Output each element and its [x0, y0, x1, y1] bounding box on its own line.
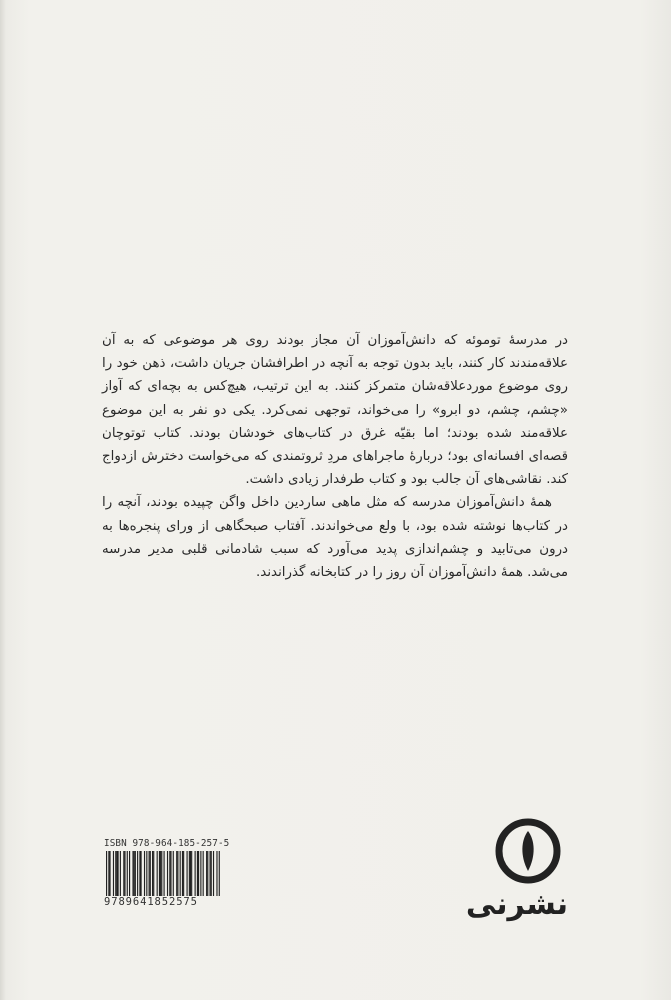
nashr-ney-logo-icon	[495, 818, 561, 884]
publisher-logo	[465, 818, 568, 922]
isbn-label: ISBN 978-964-185-257-5	[104, 838, 230, 849]
blurb-paragraph-1: در مدرسهٔ توموئه که دانش‌آموزان آن مجاز بودند روی هر موضوعی که به آن علاقه‌مندند کار کنند، باید بدون توجه به آنچه در اطرافشان جریان داشت، ذهن خود را روی موضوع موردعلاقه‌شان متمرکز کنند. به این ترتیب، هیچ‌کس به بچه‌ای که آواز «چشم، چشم، دو ابرو» را می‌خواند، توجهی نمی‌کرد. یکی دو نفر به این موضوع علاقه‌مند شده بودند؛ اما بقیّه غرق در کتاب‌های خودشان بودند. کتاب توتوچان قصه‌ای افسانه‌ای بود؛ دربارهٔ ماجراهای مردِ ثروتمندی که می‌خواست دخترش ازدواج کند. نقاشی‌های آن جالب بود و کتاب طرفدار زیادی داشت.	[102, 333, 568, 488]
isbn-block	[104, 838, 230, 908]
barcode-digits: 9789641852575	[104, 896, 198, 908]
barcode	[104, 851, 222, 896]
publisher-name: نشرنی	[465, 887, 568, 922]
blurb-paragraph-2: همهٔ دانش‌آموزان مدرسه که مثل ماهی ساردین داخل واگن چپیده بودند، آنچه را در کتاب‌ها نوشته شده بود، با ولع می‌خواندند. آفتاب صبحگاهی از ورای پنجره‌ها به درون می‌تابید و چشم‌اندازی پدید می‌آورد که سبب شادمانی قلبی مدیر مدرسه می‌شد. همهٔ دانش‌آموزان آن روز را در کتابخانه گذراندند.	[102, 495, 568, 581]
blurb-text	[102, 329, 568, 584]
